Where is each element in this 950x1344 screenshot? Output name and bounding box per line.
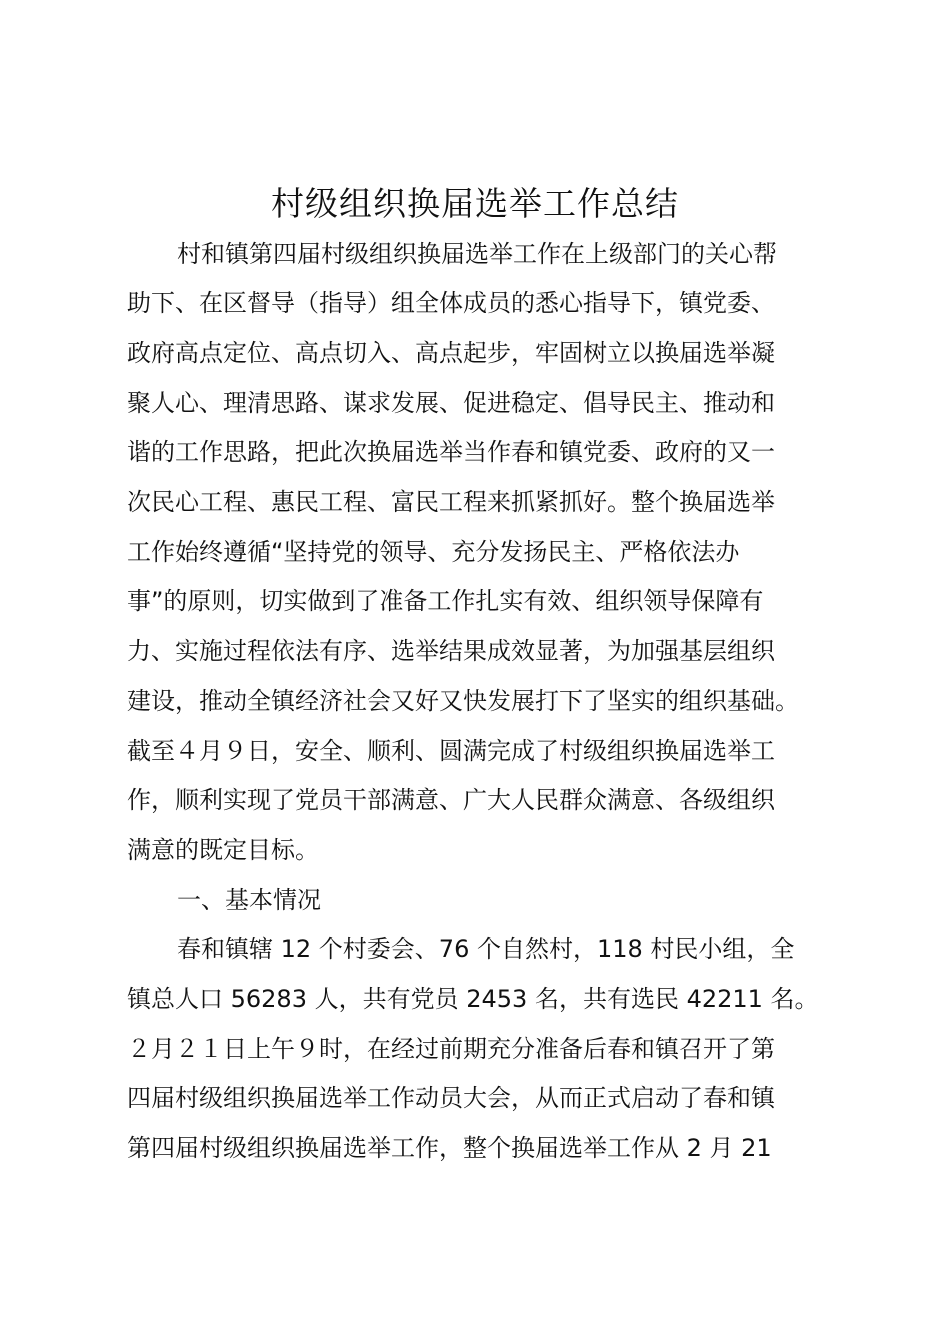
paragraph-line: 作，顺利实现了党员干部满意、广大人民群众满意、各级组织 <box>127 786 775 814</box>
section-heading: 一、基本情况 <box>177 886 321 914</box>
paragraph-line: 四届村级组织换届选举工作动员大会，从而正式启动了春和镇 <box>127 1084 775 1112</box>
paragraph-line: 政府高点定位、高点切入、高点起步，牢固树立以换届选举凝 <box>127 339 775 367</box>
paragraph-line: 聚人心、理清思路、谋求发展、促进稳定、倡导民主、推动和 <box>127 389 775 417</box>
paragraph-line: 助下、在区督导（指导）组全体成员的悉心指导下，镇党委、 <box>127 289 775 317</box>
paragraph-line: 截至４月９日，安全、顺利、圆满完成了村级组织换届选举工 <box>127 737 775 765</box>
paragraph-line: 春和镇辖 12 个村委会、76 个自然村，118 村民小组，全 <box>177 935 795 963</box>
paragraph-line: 建设，推动全镇经济社会又好又快发展打下了坚实的组织基础。 <box>127 687 799 715</box>
paragraph-line: 谐的工作思路，把此次换届选举当作春和镇党委、政府的又一 <box>127 438 775 466</box>
paragraph-line: 村和镇第四届村级组织换届选举工作在上级部门的关心帮 <box>177 240 777 268</box>
paragraph-line: 力、实施过程依法有序、选举结果成效显著，为加强基层组织 <box>127 637 775 665</box>
document-title: 村级组织换届选举工作总结 <box>271 184 679 223</box>
paragraph-line: 满意的既定目标。 <box>127 836 319 864</box>
paragraph-line: 事”的原则，切实做到了准备工作扎实有效、组织领导保障有 <box>127 587 764 615</box>
paragraph-line: 镇总人口 56283 人，共有党员 2453 名，共有选民 42211 名。 <box>127 985 819 1013</box>
paragraph-line: 工作始终遵循“坚持党的领导、充分发扬民主、严格依法办 <box>127 538 740 566</box>
paragraph-line: 次民心工程、惠民工程、富民工程来抓紧抓好。整个换届选举 <box>127 488 775 516</box>
paragraph-line: 第四届村级组织换届选举工作，整个换届选举工作从 2 月 21 <box>127 1134 772 1162</box>
paragraph-line: ２月２１日上午９时，在经过前期充分准备后春和镇召开了第 <box>127 1035 775 1063</box>
